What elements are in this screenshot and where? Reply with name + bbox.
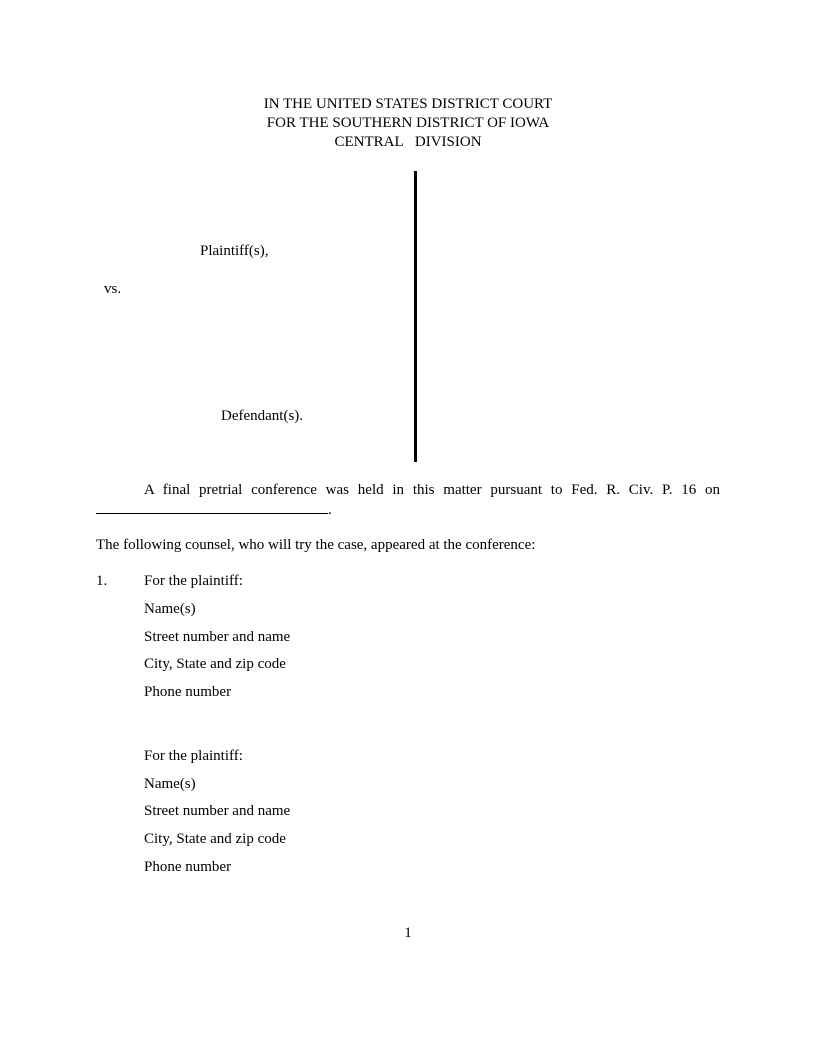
conference-date-line <box>96 500 720 520</box>
counsel-city-field: City, State and zip code <box>144 656 286 672</box>
defendant-label: Defendant(s). <box>221 408 304 424</box>
counsel-phone-field: Phone number <box>144 684 232 700</box>
counsel-street-field: Street number and name <box>144 629 291 645</box>
counsel-heading: For the plaintiff: <box>144 573 243 589</box>
versus-label: vs. <box>104 281 122 297</box>
conference-paragraph: A final pretrial conference was held in this matter pursuant to Fed. R. Civ. P. 16 on <box>144 482 720 498</box>
caption-divider <box>414 171 417 462</box>
counsel-street-field: Street number and name <box>144 803 291 819</box>
counsel-city-field: City, State and zip code <box>144 831 286 847</box>
conference-date-blank <box>96 500 328 514</box>
division-name: CENTRAL <box>334 134 404 150</box>
court-division-line <box>0 133 816 152</box>
counsel-name-field: Name(s) <box>144 601 196 617</box>
list-number: 1. <box>96 573 108 589</box>
plaintiff-label: Plaintiff(s), <box>200 243 269 259</box>
counsel-heading: For the plaintiff: <box>144 748 243 764</box>
court-name-line-1: IN THE UNITED STATES DISTRICT COURT <box>263 96 553 112</box>
court-name-line-2: FOR THE SOUTHERN DISTRICT OF IOWA <box>266 115 550 131</box>
counsel-name-field: Name(s) <box>144 776 196 792</box>
counsel-phone-field: Phone number <box>144 859 232 875</box>
counsel-intro: The following counsel, who will try the case, appeared at the conference: <box>96 537 536 553</box>
conference-period: . <box>328 502 332 518</box>
page-number: 1 <box>404 925 412 941</box>
division-label: DIVISION <box>414 134 482 150</box>
